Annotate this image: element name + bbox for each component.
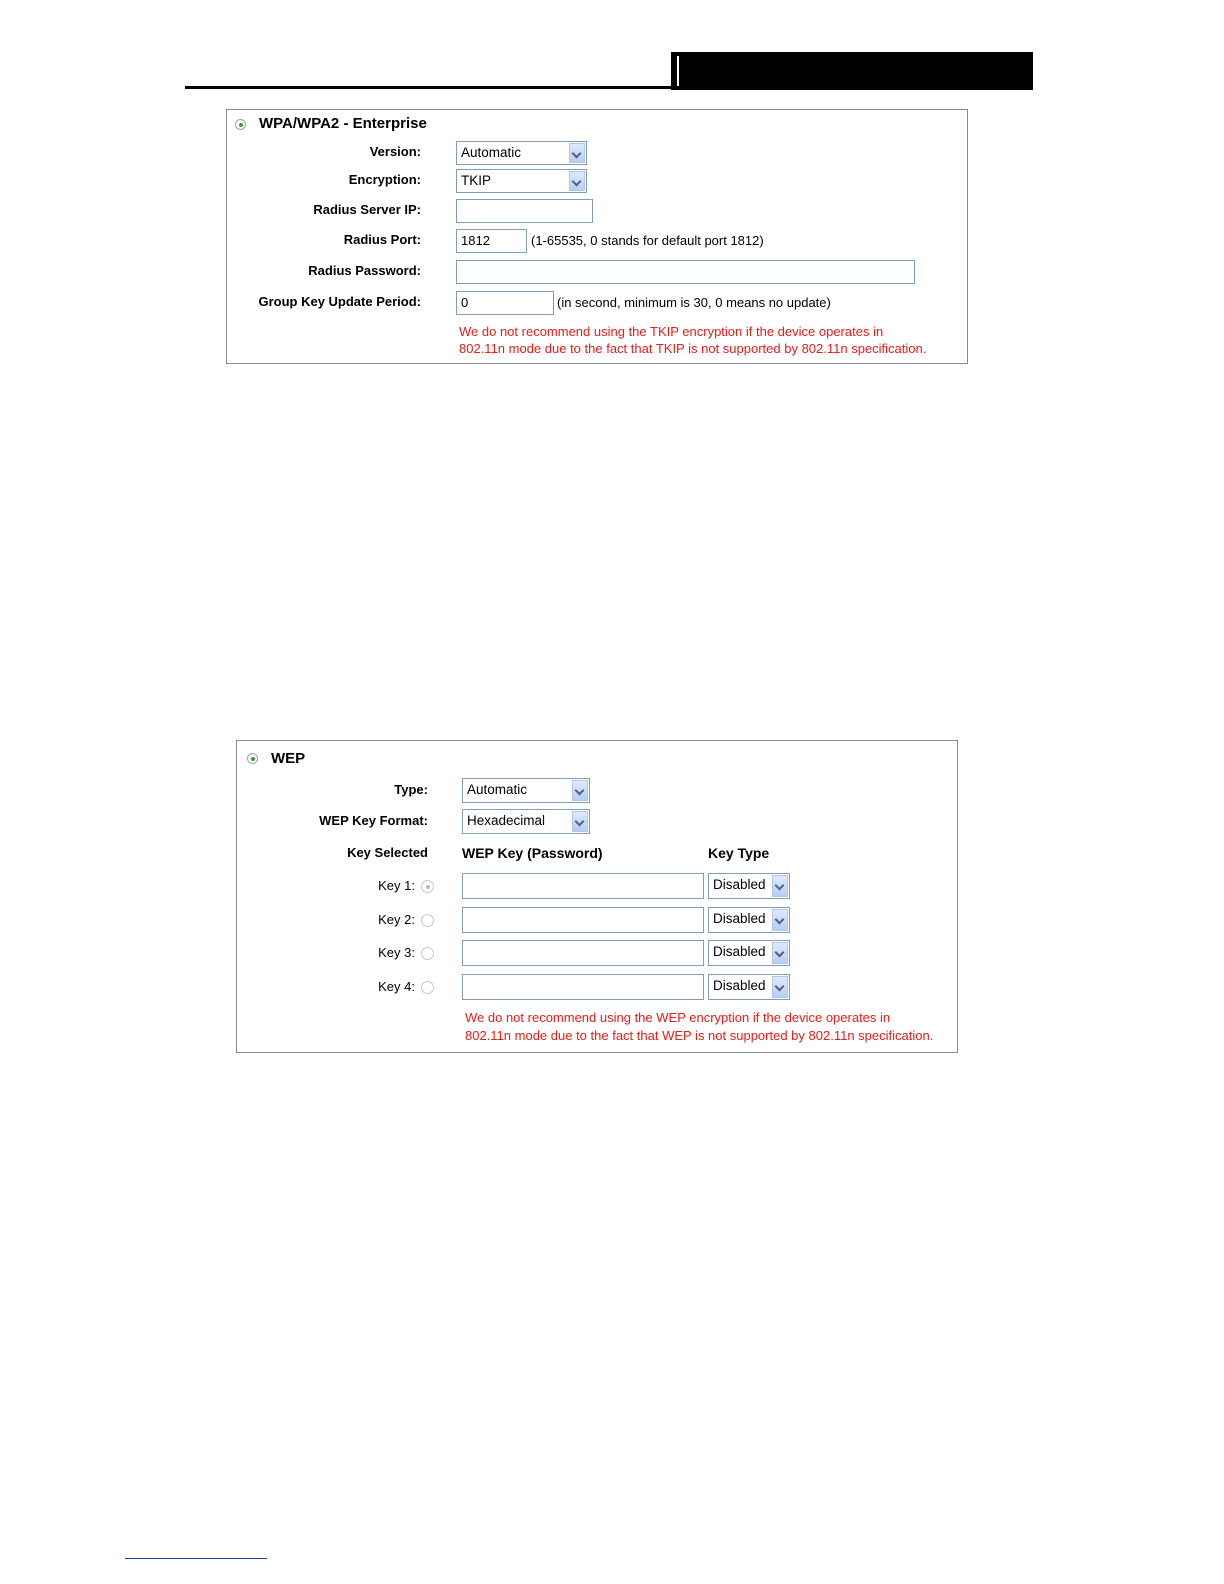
wpa-enterprise-radio[interactable] xyxy=(235,119,246,130)
key-4-type-value: Disabled xyxy=(713,978,766,993)
radius-port-input[interactable]: 1812 xyxy=(456,229,527,253)
key-1-input[interactable] xyxy=(462,873,704,899)
wep-warning xyxy=(465,1009,933,1045)
wpa-enterprise-panel xyxy=(226,109,968,364)
footnote-rule xyxy=(125,1558,267,1559)
key-3-radio[interactable] xyxy=(421,947,434,960)
chevron-down-icon[interactable] xyxy=(772,909,788,931)
wep-type-select-value: Automatic xyxy=(467,782,528,797)
encryption-label: Encryption: xyxy=(348,172,421,187)
radius-port-hint: (1-65535, 0 stands for default port 1812) xyxy=(531,233,764,248)
group-key-update-period-label: Group Key Update Period: xyxy=(258,294,421,309)
key-3-type-value: Disabled xyxy=(713,944,766,959)
key-4-radio[interactable] xyxy=(421,981,434,994)
wep-type-select[interactable] xyxy=(462,778,590,803)
header-rule xyxy=(185,86,672,89)
key-1-radio[interactable] xyxy=(421,880,434,893)
wep-key-format-label: WEP Key Format: xyxy=(319,813,428,828)
chevron-down-icon[interactable] xyxy=(572,780,588,801)
key-4-type-select[interactable] xyxy=(708,974,790,1000)
wep-key-format-select[interactable] xyxy=(462,809,590,834)
key-4-input[interactable] xyxy=(462,974,704,1000)
key-4-label: Key 4: xyxy=(378,979,415,994)
key-2-type-value: Disabled xyxy=(713,911,766,926)
key-type-header: Key Type xyxy=(708,845,770,861)
wep-warning-line-2: 802.11n mode due to the fact that WEP is not supported by 802.11n specification. xyxy=(465,1028,934,1043)
chevron-down-icon[interactable] xyxy=(572,811,588,832)
tkip-warning-line-1: We do not recommend using the TKIP encryption if the device operates in xyxy=(459,324,884,339)
version-select[interactable] xyxy=(456,141,587,165)
radius-port-label: Radius Port: xyxy=(343,232,421,247)
key-1-label: Key 1: xyxy=(378,878,415,893)
chevron-down-icon[interactable] xyxy=(772,942,788,964)
encryption-select[interactable] xyxy=(456,169,587,193)
tkip-warning xyxy=(459,323,926,357)
radius-server-ip-label: Radius Server IP: xyxy=(313,202,421,217)
wep-title: WEP xyxy=(271,750,306,767)
group-key-update-period-hint: (in second, minimum is 30, 0 means no update) xyxy=(557,295,831,310)
chevron-down-icon[interactable] xyxy=(569,143,585,163)
header-block xyxy=(671,52,1033,90)
key-3-input[interactable] xyxy=(462,940,704,966)
key-2-type-select[interactable] xyxy=(708,907,790,933)
wep-panel xyxy=(236,740,958,1053)
version-label: Version: xyxy=(369,144,421,159)
key-3-type-select[interactable] xyxy=(708,940,790,966)
chevron-down-icon[interactable] xyxy=(772,875,788,897)
key-2-label: Key 2: xyxy=(378,912,415,927)
encryption-select-value: TKIP xyxy=(461,173,492,188)
key-1-type-select[interactable] xyxy=(708,873,790,899)
wpa-enterprise-title: WPA/WPA2 - Enterprise xyxy=(259,115,427,132)
version-select-value: Automatic xyxy=(461,145,522,160)
radius-server-ip-input[interactable] xyxy=(456,199,593,223)
key-2-radio[interactable] xyxy=(421,914,434,927)
wep-key-format-select-value: Hexadecimal xyxy=(467,813,546,828)
wep-warning-line-1: We do not recommend using the WEP encryption if the device operates in xyxy=(465,1010,891,1025)
radius-password-input[interactable] xyxy=(456,260,915,284)
wep-type-label: Type: xyxy=(394,782,428,797)
radius-password-label: Radius Password: xyxy=(308,263,421,278)
key-selected-header: Key Selected xyxy=(347,845,428,860)
wep-radio[interactable] xyxy=(247,753,258,764)
key-1-type-value: Disabled xyxy=(713,877,766,892)
wep-key-header: WEP Key (Password) xyxy=(462,845,603,861)
group-key-update-period-input[interactable]: 0 xyxy=(456,291,554,315)
key-3-label: Key 3: xyxy=(378,945,415,960)
key-2-input[interactable] xyxy=(462,907,704,933)
chevron-down-icon[interactable] xyxy=(772,976,788,998)
tkip-warning-line-2: 802.11n mode due to the fact that TKIP is not supported by 802.11n specification. xyxy=(459,341,927,356)
chevron-down-icon[interactable] xyxy=(569,171,585,191)
